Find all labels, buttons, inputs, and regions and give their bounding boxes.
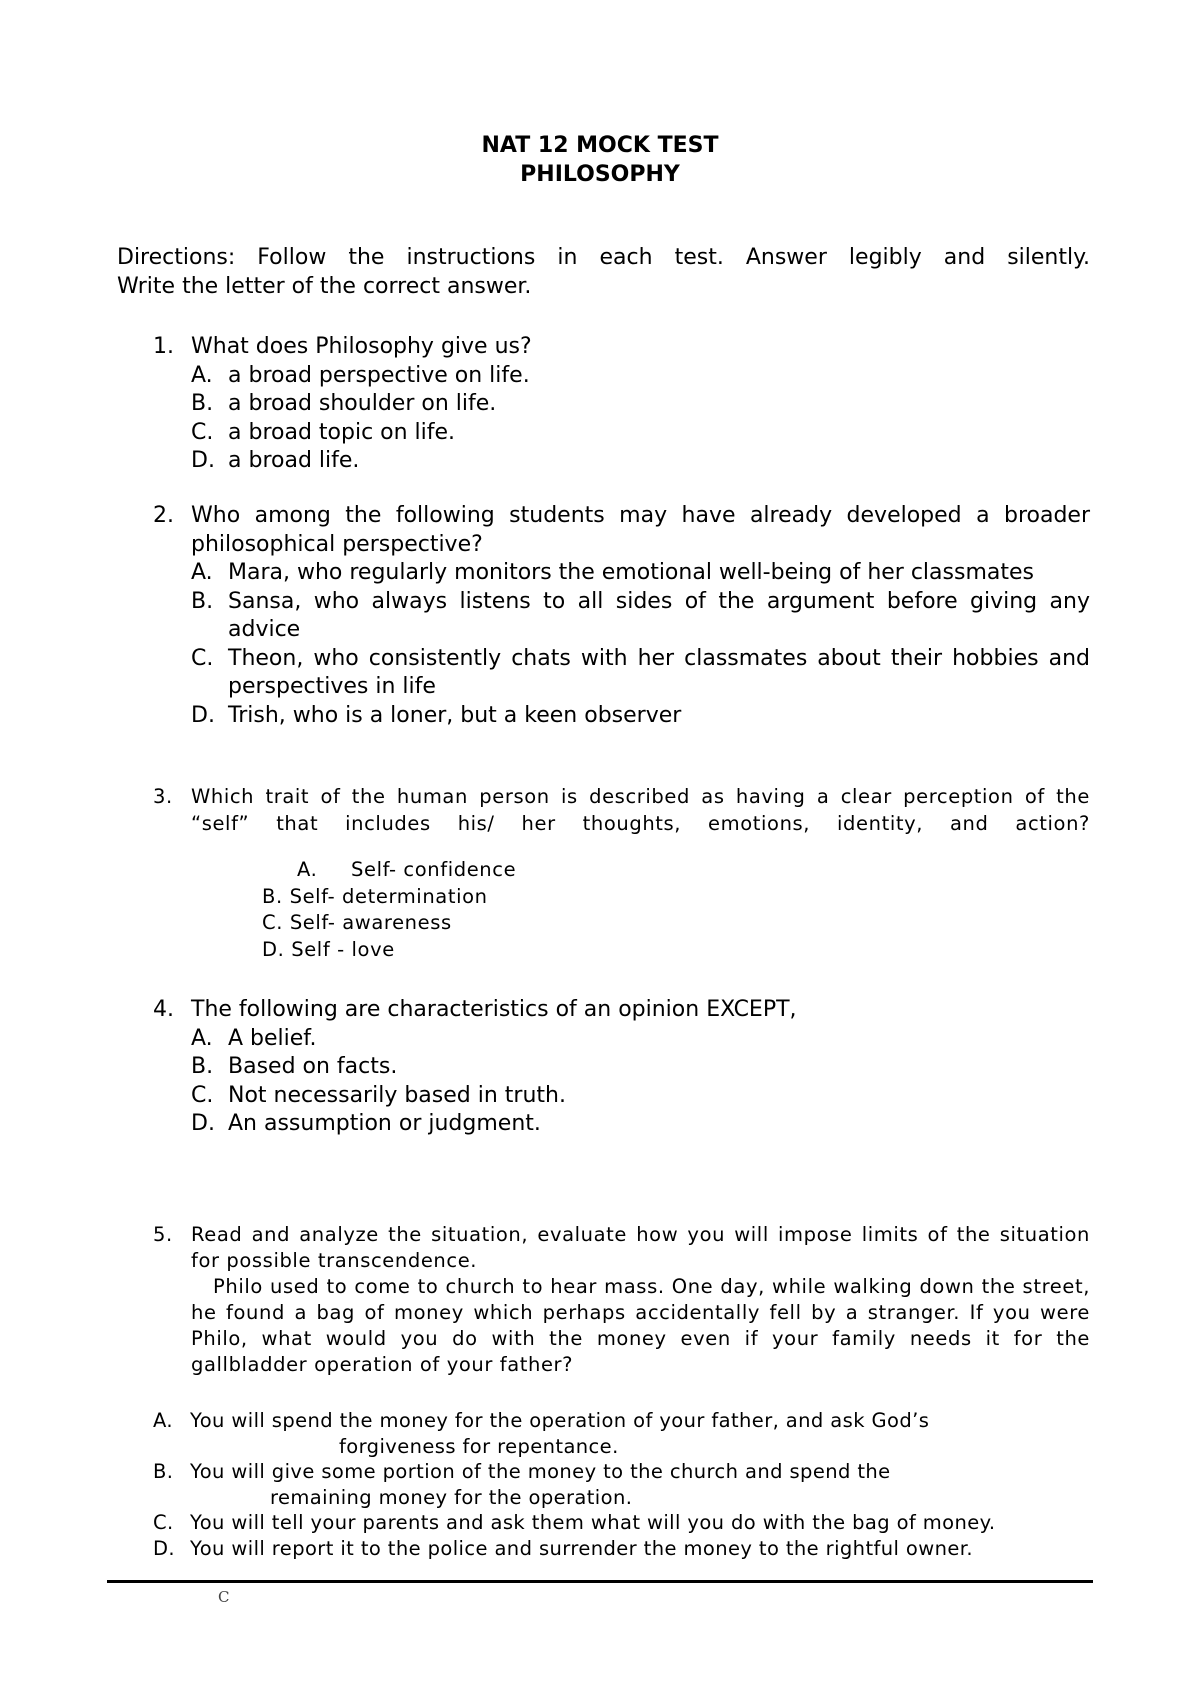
- option-text-continued: remaining money for the operation.: [270, 1485, 633, 1509]
- option-letter: C.: [191, 1082, 214, 1108]
- question-number: 2.: [153, 503, 174, 528]
- option-a: [191, 362, 1090, 391]
- directions: [117, 243, 1090, 301]
- option-b: [191, 1053, 1090, 1082]
- option-letter: A.: [191, 1025, 213, 1051]
- option-text: You will spend the money for the operation of your father, and ask God’s: [190, 1409, 930, 1432]
- option-b: [191, 390, 1090, 419]
- question-1: [153, 333, 1090, 476]
- option-text: Trish, who is a loner, but a keen observer: [228, 702, 682, 728]
- question-5-options: [153, 1408, 1090, 1561]
- option-c: [153, 1510, 1090, 1536]
- option-c: [191, 1082, 1090, 1111]
- question-number: 5.: [153, 1223, 173, 1246]
- option-letter: C.: [153, 1511, 174, 1534]
- option-letter: B.: [191, 1054, 214, 1079]
- option-text: Theon, who consistently chats with her classmates about their hobbies and perspectives in life: [228, 645, 1090, 699]
- question-number: 1.: [153, 334, 174, 359]
- directions-line-2: Write the letter of the correct answer.: [117, 274, 532, 299]
- option-text: Sansa, who always listens to all sides of the argument before giving any advice: [228, 588, 1090, 642]
- exam-subject: PHILOSOPHY: [520, 162, 680, 187]
- option-c: [262, 910, 516, 937]
- option-a: [191, 1025, 1090, 1054]
- option-text-continued: forgiveness for repentance.: [339, 1434, 619, 1458]
- option-b: [191, 588, 1090, 645]
- option-text: You will give some portion of the money to the church and spend the: [190, 1460, 891, 1483]
- option-letter: C.: [191, 645, 214, 671]
- option-letter: A.: [153, 1409, 173, 1432]
- option-letter: D.: [191, 1111, 215, 1136]
- question-5: [153, 1222, 1090, 1378]
- option-letter: A.: [191, 362, 213, 388]
- option-text: a broad life.: [228, 448, 360, 473]
- option-letter: D.: [153, 1536, 176, 1560]
- option-b: [262, 884, 516, 911]
- option-text: Self - love: [291, 937, 395, 961]
- option-text: Not necessarily based in truth.: [228, 1082, 566, 1108]
- option-text: An assumption or judgment.: [228, 1111, 541, 1136]
- question-4: [153, 996, 1090, 1139]
- option-list: [191, 559, 1090, 730]
- option-text: You will report it to the police and surrender the money to the rightful owner.: [190, 1536, 973, 1560]
- question-text: Who among the following students may have already developed a broader philosophical perspective?: [191, 503, 1090, 557]
- option-letter: B.: [153, 1460, 174, 1483]
- option-list: [191, 362, 1090, 476]
- option-text: A belief.: [228, 1025, 317, 1051]
- footer-rule: [107, 1580, 1093, 1583]
- question-text: The following are characteristics of an opinion EXCEPT,: [191, 997, 797, 1022]
- option-d: [153, 1536, 1090, 1562]
- option-list: [191, 1025, 1090, 1139]
- option-text: Self- determination: [289, 884, 488, 908]
- option-text: Mara, who regularly monitors the emotional well-being of her classmates: [228, 560, 1034, 585]
- option-d: [191, 1110, 1090, 1139]
- title-block: [0, 131, 1200, 189]
- option-text: Self- confidence: [351, 858, 517, 881]
- option-letter: B.: [262, 884, 283, 908]
- option-d: [191, 447, 1090, 476]
- option-b: [153, 1459, 1090, 1510]
- question-3-options: [262, 857, 516, 963]
- option-letter: D.: [191, 448, 215, 473]
- option-letter: D.: [191, 702, 215, 728]
- option-text: a broad topic on life.: [228, 419, 456, 445]
- question-text: What does Philosophy give us?: [191, 334, 532, 359]
- exam-title: NAT 12 MOCK TEST: [481, 133, 719, 158]
- question-2: [153, 502, 1090, 730]
- option-text: Self- awareness: [289, 911, 452, 934]
- option-c: [191, 645, 1090, 702]
- option-letter: A.: [191, 560, 213, 585]
- option-c: [191, 419, 1090, 448]
- option-a: [153, 1408, 1090, 1459]
- option-d: [262, 937, 516, 964]
- option-letter: C.: [262, 911, 284, 934]
- question-text: Which trait of the human person is described as having a clear perception of the “self” that includes his/ her thoughts, emotions, identity, and action?: [191, 785, 1090, 835]
- question-number: 4.: [153, 997, 174, 1022]
- option-letter: B.: [191, 588, 214, 614]
- option-text: a broad shoulder on life.: [228, 391, 497, 416]
- option-letter: A.: [297, 858, 318, 881]
- option-a: [262, 857, 516, 884]
- question-number: 3.: [153, 785, 173, 808]
- question-3: [153, 784, 1090, 837]
- option-a: [191, 559, 1090, 588]
- option-letter: D.: [262, 937, 285, 961]
- option-text: a broad perspective on life.: [228, 362, 530, 388]
- question-text: Read and analyze the situation, evaluate how you will impose limits of the situation for possible transcendence.: [191, 1223, 1090, 1272]
- option-text: You will tell your parents and ask them what will you do with the bag of money.: [190, 1511, 996, 1534]
- option-d: [191, 702, 1090, 731]
- option-letter: B.: [191, 391, 214, 416]
- option-text: Based on facts.: [228, 1054, 398, 1079]
- directions-line-1: Directions: Follow the instructions in each test. Answer legibly and silently.: [117, 245, 1090, 270]
- footer-mark: C: [218, 1588, 230, 1606]
- option-letter: C.: [191, 419, 214, 445]
- question-scenario: Philo used to come to church to hear mass. One day, while walking down the street, he found a bag of money which perhaps accidentally fell by a stranger. If you were Philo, what would you do with the money even if your family needs it for the gallbladder operation of your father?: [191, 1275, 1090, 1376]
